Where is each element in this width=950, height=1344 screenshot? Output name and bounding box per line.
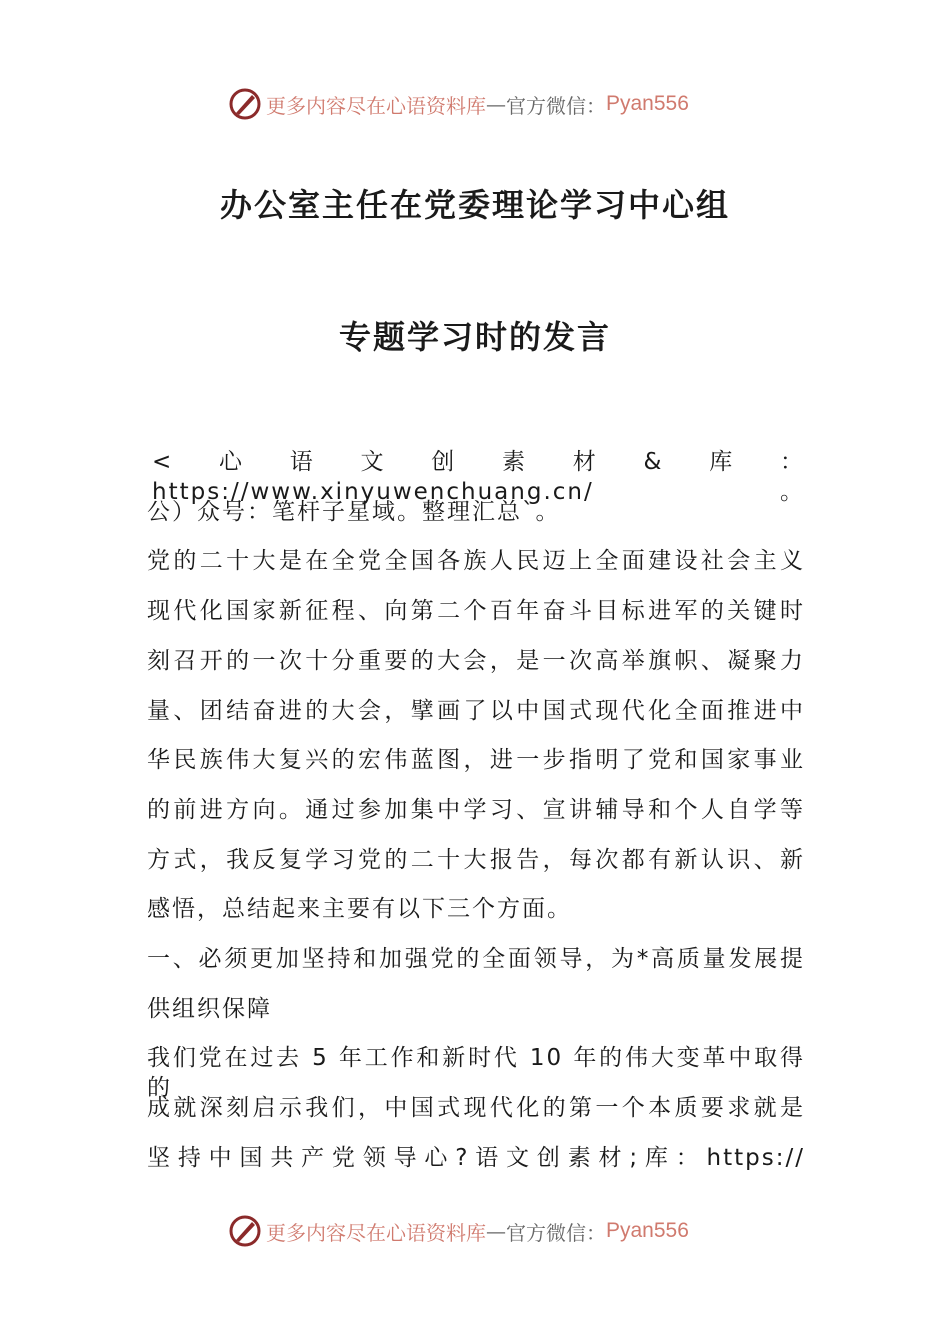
watermark-dash: — — [486, 92, 506, 116]
watermark-id: Pyan556 — [606, 1219, 689, 1242]
text-line: 公）众号：笔杆子星域。整理汇总`。 — [147, 498, 561, 525]
text-line: 量、团结奋进的大会，擘画了以中国式现代化全面推进中 — [147, 697, 805, 724]
watermark-id: Pyan556 — [606, 92, 689, 115]
text-line: 供组织保障 — [147, 995, 272, 1022]
text-line: 党的二十大是在全党全国各族人民迈上全面建设社会主义 — [147, 548, 805, 575]
text-line: 方式，我反复学习党的二十大报告，每次都有新认识、新 — [147, 846, 805, 873]
footer-watermark — [228, 1213, 689, 1249]
pen-logo-icon — [228, 87, 262, 121]
watermark-label: 官方微信： — [506, 1220, 606, 1245]
text-line: 的前进方向。通过参加集中学习、宣讲辅导和个人自学等 — [147, 796, 805, 823]
text-line: 成就深刻启示我们，中国式现代化的第一个本质要求就是 — [147, 1095, 805, 1122]
text-line: 刻召开的一次十分重要的大会，是一次高举旗帜、凝聚力 — [147, 647, 805, 674]
title-line-2: 专题学习时的发言 — [338, 318, 611, 356]
pen-logo-icon — [228, 1214, 262, 1248]
watermark-label: 官方微信： — [506, 93, 606, 118]
header-watermark — [228, 86, 689, 122]
watermark-brand: 更多内容尽在心语资料库 — [266, 93, 486, 118]
text-line: 一、必须更加坚持和加强党的全面领导，为*高质量发展提 — [147, 946, 805, 972]
text-line: 华民族伟大复兴的宏伟蓝图，进一步指明了党和国家事业 — [147, 747, 805, 774]
text-line: 坚持中国共产党领导心?语文创素材;库：https:// — [147, 1144, 805, 1171]
text-line: 现代化国家新征程、向第二个百年奋斗目标进军的关键时 — [147, 598, 805, 625]
text-line: 感悟，总结起来主要有以下三个方面。 — [147, 896, 572, 923]
text-line: <心语文创素材&库：https://www.xinyuwenchuang.cn/。 — [152, 449, 805, 505]
watermark-dash: — — [486, 1219, 506, 1243]
title-line-1: 办公室主任在党委理论学习中心组 — [219, 186, 730, 224]
text-line: 我们党在过去 5 年工作和新时代 10 年的伟大变革中取得的 — [147, 1045, 805, 1102]
watermark-brand: 更多内容尽在心语资料库 — [266, 1220, 486, 1245]
